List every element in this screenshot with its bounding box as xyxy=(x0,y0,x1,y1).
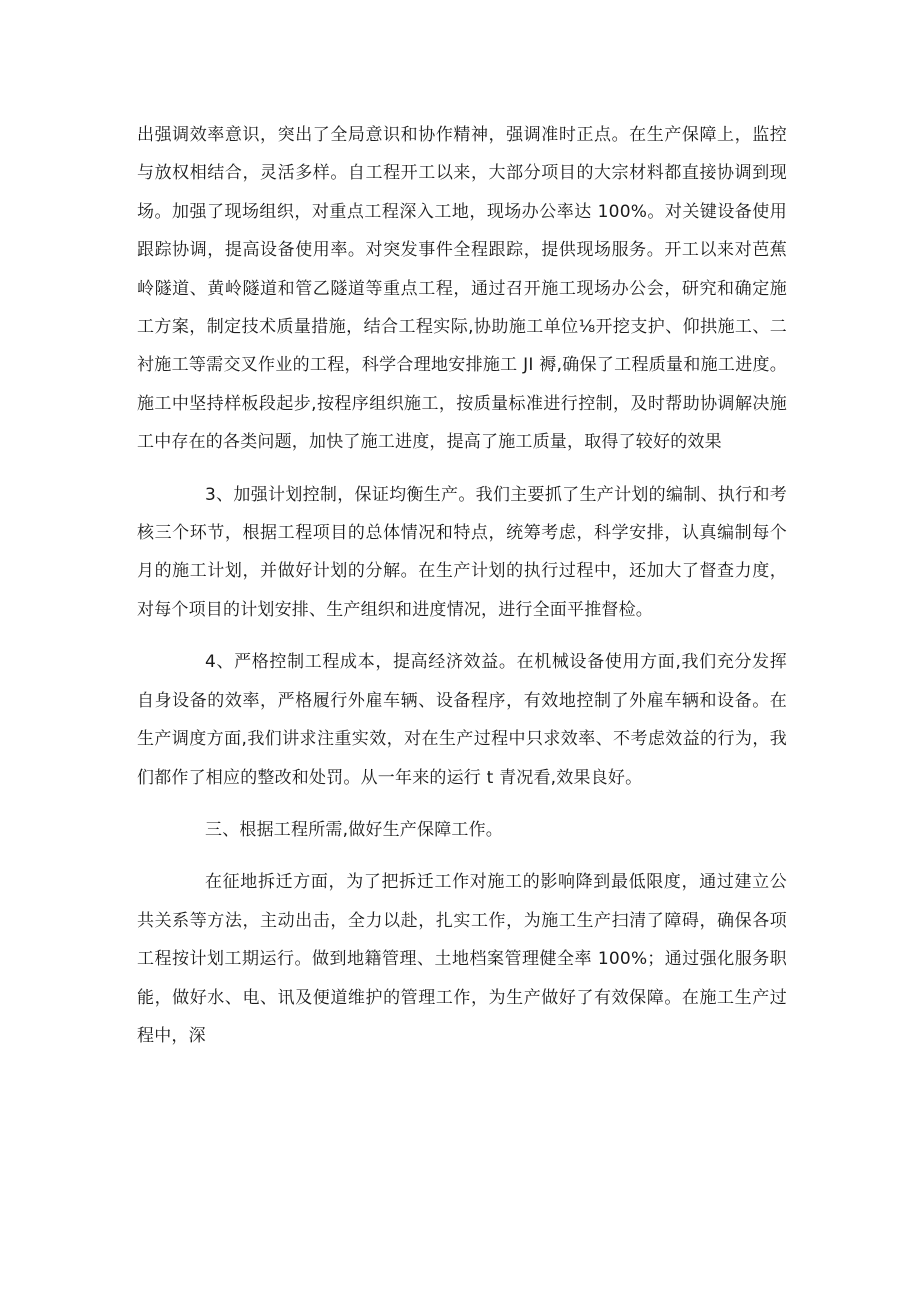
section-heading-production-support: 三、根据工程所需,做好生产保障工作。 xyxy=(205,819,504,840)
paragraph-continuation: 出强调效率意识，突出了全局意识和协作精神，强调准时正点。在生产保障上，监控与放权相结合，灵活多样。自工程开工以来，大部分项目的大宗材料都直接协调到现场。加强了现场组织，对重点工程深入工地，现场办公率达 100%。对关键设备使用跟踪协调，提高设备使用率。对突发事件全程跟踪，提供现场服务。开工以来对芭蕉岭隧道、黄岭隧道和管乙隧道等重点工程，通过召开施工现场办公会，研究和确定施工方案，制定技术质量措施，结合工程实际,协助施工单位⅛开挖支护、仰拱施工、二衬施工等需交叉作业的工程，科学合理地安排施工 JI 褥,确保了工程质量和施工进度。施工中坚持样板段起步,按程序组织施工，按质量标准进行控制，及时帮助协调解决施工中存在的各类问题，加快了施工进度，提高了施工质量，取得了较好的效果 xyxy=(137,125,787,453)
paragraph-land-acquisition: 在征地拆迁方面，为了把拆迁工作对施工的影响降到最低限度，通过建立公共关系等方法，主动出击，全力以赴，扎实工作，为施工生产扫清了障碍，确保各项工程按计划工期运行。做到地籍管理、土地档案管理健全率 100%；通过强化服务职能，做好水、电、讯及便道维护的管理工作，为生产做好了有效保障。在施工生产过程中，深 xyxy=(137,872,787,1046)
paragraph-cost-control: 4、严格控制工程成本，提高经济效益。在机械设备使用方面,我们充分发挥自身设备的效率，严格履行外雇车辆、设备程序，有效地控制了外雇车辆和设备。在生产调度方面,我们讲求注重实效，对在生产过程中只求效率、不考虑效益的行为，我们都作了相应的整改和处罚。从一年来的运行 t 青况看,效果良好。 xyxy=(137,652,787,788)
paragraph-planning-control: 3、加强计划控制，保证均衡生产。我们主要抓了生产计划的编制、执行和考核三个环节，根据工程项目的总体情况和特点，统筹考虑，科学安排，认真编制每个月的施工计划，并做好计划的分解。在生产计划的执行过程中，还加大了督查力度，对每个项目的计划安排、生产组织和进度情况，进行全面平推督检。 xyxy=(137,484,787,620)
document-body xyxy=(137,116,787,1055)
